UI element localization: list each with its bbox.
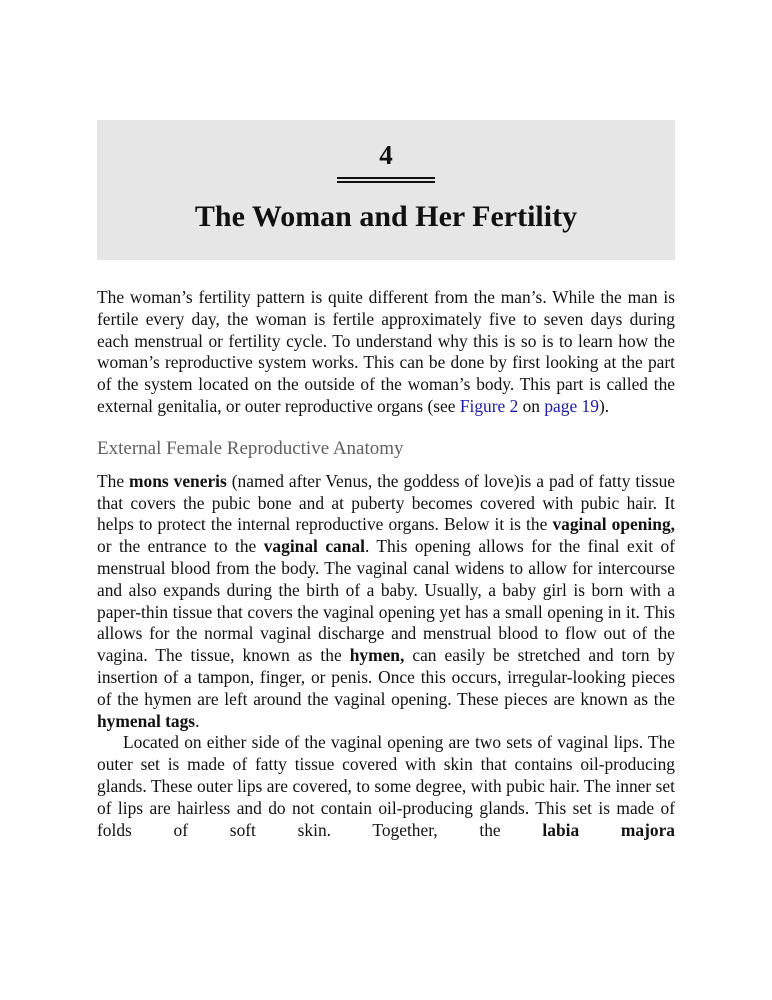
term-mons-veneris: mons veneris [129, 470, 227, 491]
intro-paragraph [97, 287, 675, 418]
page-body [97, 287, 675, 841]
text-run: . [195, 710, 200, 731]
chapter-rule-top [337, 177, 435, 179]
term-vaginal-canal: vaginal canal [263, 536, 365, 557]
chapter-rule-bottom [337, 181, 435, 183]
page-19-link[interactable]: page 19 [544, 395, 599, 416]
term-hymen: hymen, [349, 645, 405, 666]
chapter-title: The Woman and Her Fertility [194, 200, 578, 233]
text-run: Located on either side of the vaginal opening are two sets of vaginal lips. The outer set is made of fatty tissue covered with skin that contains oil-producing glands. These outer lips are covered, to some degree, with pubic hair. The inner set of lips are hairless and do not contain oil-producing glands. This set is made of folds of soft skin. Together, the [97, 732, 675, 840]
text-run: The [97, 470, 130, 491]
section-heading: External Female Reproductive Anatomy [97, 437, 404, 459]
intro-text: The woman’s fertility pattern is quite different from the man’s. While the man is fertile every day, the woman is fertile approximately five to seven days during each menstrual or fertility cycle. To understand why this is so is to learn how the woman’s reproductive system works. This can be done by first looking at the part of the system located on the outside of the woman’s body. This part is called the external genitalia, or outer reproductive organs (see [97, 287, 675, 416]
text-run: (named after Venus, the goddess of love)is a pad of fatty tissue that covers the pubic bone and at puberty becomes covered with pubic hair. It helps to protect the internal reproductive organs. Below it is the [97, 470, 676, 535]
term-labia-majora: labia majora [542, 819, 675, 840]
anatomy-paragraph-2 [97, 732, 675, 841]
figure-2-link[interactable]: Figure 2 [459, 395, 519, 416]
term-vaginal-opening: vaginal opening, [552, 514, 675, 535]
intro-between: on [518, 395, 545, 416]
text-run: or the entrance to the [97, 536, 264, 557]
anatomy-paragraph-1 [97, 471, 675, 733]
text-run: . This opening allows for the final exit of menstrual blood from the body. The vaginal canal widens to allow for intercourse and also expands during the birth of a baby. Usually, a baby girl is born with a paper-thin tissue that covers the vaginal opening yet has a small opening in it. This allows for the normal vaginal discharge and menstrual blood to flow out of the vagina. The tissue, known as the [97, 536, 676, 666]
intro-end: ). [598, 395, 610, 416]
term-hymenal-tags: hymenal tags [97, 710, 196, 731]
chapter-number: 4 [379, 140, 393, 170]
text-run: can easily be stretched and torn by insertion of a tampon, finger, or penis. Once this occurs, irregular-looking pieces of the hymen are left around the vaginal opening. These pieces are known as the [97, 645, 676, 709]
